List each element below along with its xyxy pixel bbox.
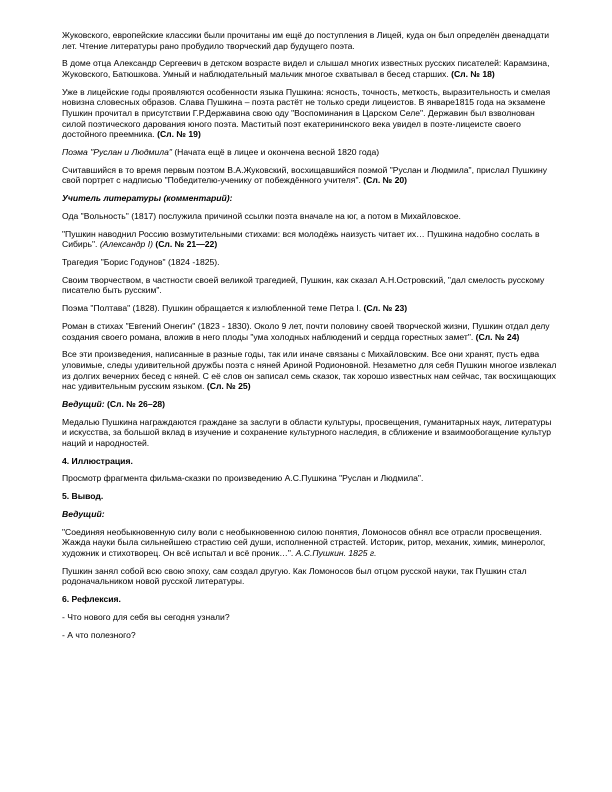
bold-italic-text-run: Учитель литературы (комментарий): <box>62 193 233 204</box>
text-run: Просмотр фрагмента фильма-сказки по произведению А.С.Пушкина "Руслан и Людмила". <box>62 473 424 484</box>
text-run: Поэма "Полтава" (1828). Пушкин обращается к излюбленной теме Петра I. <box>62 303 364 314</box>
bold-text-run: (Сл. № 25) <box>206 381 251 392</box>
bold-text-run: (Сл. № 23) <box>363 303 408 314</box>
text-run: Медалью Пушкина награждаются граждане за заслуги в области культуры, просвещения, гуманитарных наук, литературы и искусства, за большой вклад в изучение и сохранение культурного наследия, в сближение и взаимообогащение культур наций и народностей. <box>62 416 552 448</box>
paragraph <box>62 473 557 484</box>
paragraph <box>62 321 557 342</box>
text-run: Роман в стихах "Евгений Онегин" (1823 - 1830). Около 9 лет, почти половину своей творческой жизни, Пушкин отдал делу создания своего романа, вложив в него плоды "ума холодных наблюдений и сердца горестных замет". <box>62 320 550 342</box>
paragraph <box>62 417 557 449</box>
bold-text-run: (Сл. № 26–28) <box>106 398 166 409</box>
paragraph <box>62 303 557 314</box>
paragraph <box>62 193 557 204</box>
text-run: Ода "Вольность" (1817) послужила причиной ссылки поэта вначале на юг, а потом в Михайловское. <box>62 210 461 221</box>
paragraph <box>62 275 557 296</box>
paragraph <box>62 509 557 520</box>
text-run: Уже в лицейские годы проявляются особенности языка Пушкина: ясность, точность, меткость, выразительность и смелая новизна словесных образов. Слава Пушкина – поэта растёт не только среди лицеистов. В январе1815 года на экзамене Пушкин прочитал в присутствии Г.Р.Державина свою оду "Воспоминания в Царском Селе". Державин был взволнован силой поэтического дарования юного поэта. Маститый поэт екатерининского века увидел в поэте-лицеисте своего достойного преемника. <box>62 86 551 140</box>
italic-text-run: (Александр I) <box>99 239 153 250</box>
bold-text-run: 5. Вывод. <box>62 491 104 502</box>
paragraph <box>62 527 557 559</box>
text-run: Своим творчеством, в частности своей великой трагедией, Пушкин, как сказал А.Н.Островский, "дал смелость русскому писателю быть русским". <box>62 274 545 296</box>
paragraph <box>62 165 557 186</box>
text-run: Считавшийся в то время первым поэтом В.А.Жуковский, восхищавшийся поэмой "Руслан и Людмила", прислал Пушкину свой портрет с надписью "Победителю-ученику от побеждённого учителя". <box>62 164 548 186</box>
paragraph <box>62 491 557 502</box>
paragraph <box>62 399 557 410</box>
paragraph <box>62 147 557 158</box>
bold-italic-text-run: Ведущий: <box>62 508 105 519</box>
text-run: (Начата ещё в лицее и окончена весной 1820 года) <box>171 146 380 157</box>
bold-text-run: (Сл. № 21—22) <box>155 239 218 250</box>
bold-italic-text-run: Ведущий: <box>62 398 105 409</box>
paragraph <box>62 211 557 222</box>
paragraph <box>62 257 557 268</box>
paragraph <box>62 456 557 467</box>
document-body <box>62 30 557 640</box>
text-run: Все эти произведения, написанные в разные годы, так или иначе связаны с Михайловским. Все они хранят, пусть едва уловимые, следы удивительной дружбы поэта с няней Ариной Родионовной. Незаметно для себя Пушкин многое извлекал из долгих вечерних бесед с няней. С её слов он записал семь сказок, так хорошо известных нам сейчас, так восхищающих нас удивительным русским языком. <box>62 349 557 392</box>
bold-text-run: (Сл. № 18) <box>451 68 495 79</box>
text-run: В доме отца Александр Сергеевич в детском возрасте видел и слышал многих известных русских писателей: Карамзина, Жуковского, Батюшкова. Умный и наблюдательный мальчик многое схватывал в бесед старших. <box>62 58 550 79</box>
text-run: Трагедия "Борис Годунов" (1824 -1825). <box>62 257 220 267</box>
bold-text-run: 4. Иллюстрация. <box>62 455 133 466</box>
paragraph <box>62 229 557 250</box>
bold-text-run: (Сл. № 24) <box>475 331 520 342</box>
text-run: - А что полезного? <box>62 629 136 640</box>
text-run: Жуковского, европейские классики были прочитаны им ещё до поступления в Лицей, куда он был определён двенадцати лет. Чтение литературы рано пробудило творческий дар будущего поэта. <box>62 30 550 51</box>
paragraph <box>62 630 557 641</box>
paragraph <box>62 612 557 623</box>
paragraph <box>62 566 557 587</box>
text-run: "Соединяя необыкновенную силу воли с необыкновенною силою понятия, Ломоносов обнял все отрасли просвещения. Жажда науки была сильнейшею страстию сей души, исполненной страстей. Историк, ритор, механик, химик, минеролог, художник и стихотворец. Он всё испытал и всё проник…". <box>62 526 546 558</box>
italic-text-run: А.С.Пушкин. 1825 г. <box>295 547 377 558</box>
text-run: - Что нового для себя вы сегодня узнали? <box>62 611 230 622</box>
bold-text-run: 6. Рефлексия. <box>62 594 121 605</box>
paragraph <box>62 58 557 79</box>
text-run: "Пушкин наводнил Россию возмутительными стихами: вся молодёжь наизусть читает их… Пушкина надобно сослать в Сибирь". <box>62 228 540 250</box>
bold-text-run: (Сл. № 19) <box>157 129 201 140</box>
paragraph <box>62 349 557 391</box>
italic-text-run: Поэма "Руслан и Людмила" <box>62 146 172 157</box>
text-run: Пушкин занял собой всю свою эпоху, сам создал другую. Как Ломоносов был отцом русской науки, так Пушкин стал родоначальником новой русской литературы. <box>62 565 527 587</box>
paragraph <box>62 594 557 605</box>
paragraph <box>62 30 557 51</box>
bold-text-run: (Сл. № 20) <box>363 175 407 186</box>
paragraph <box>62 87 557 140</box>
